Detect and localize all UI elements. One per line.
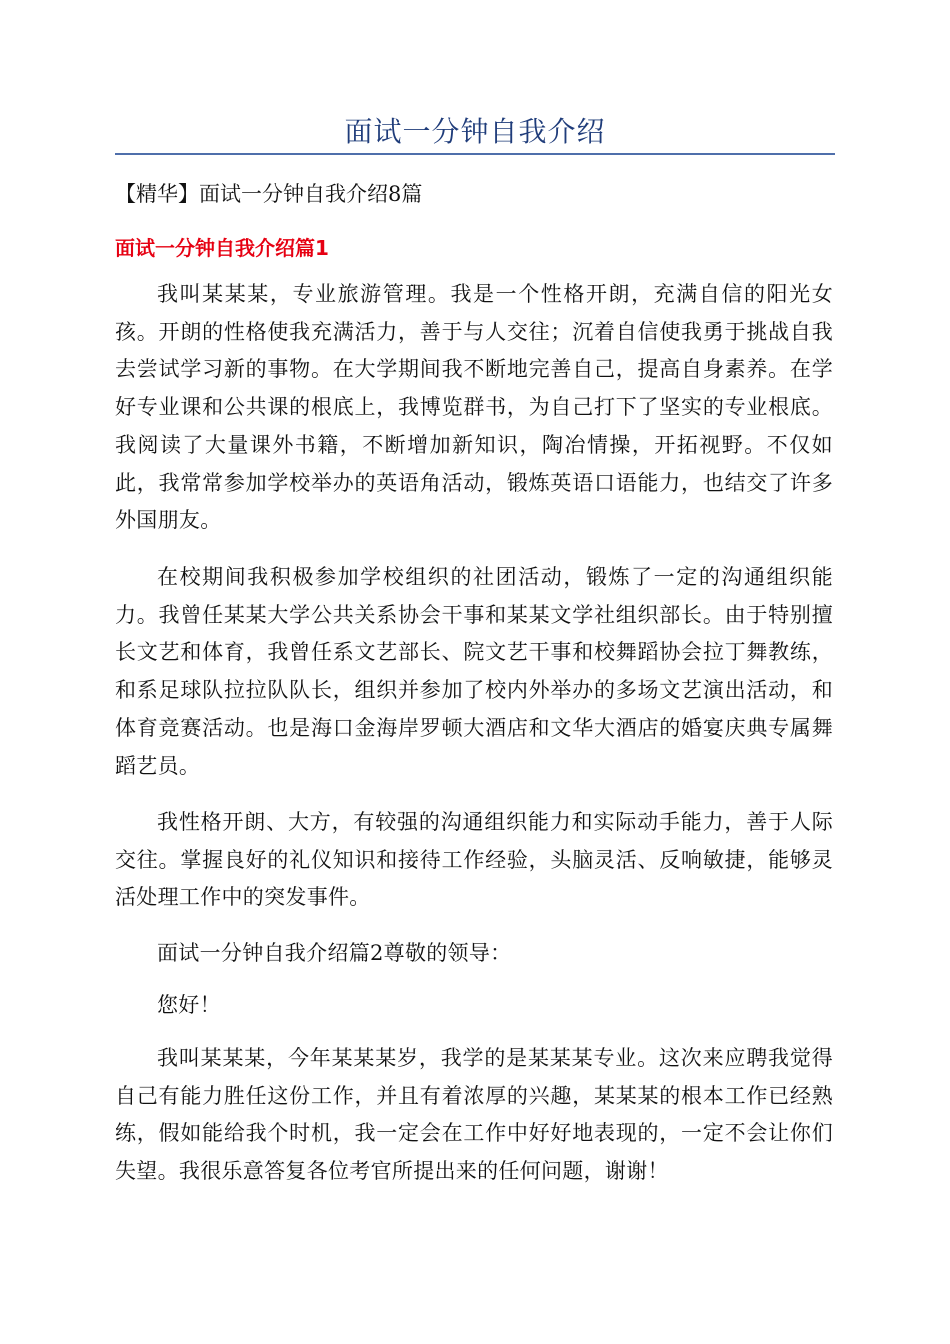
paragraph-6: 我叫某某某，今年某某某岁，我学的是某某某专业。这次来应聘我觉得自己有能力胜任这份工作，并且有着浓厚的兴趣，某某某的根本工作已经熟练，假如能给我个时机，我一定会在工作中好好地表现的，一定不会让你们失望。我很乐意答复各位考官所提出来的任何问题，谢谢！ — [115, 1046, 833, 1184]
paragraph-1: 我叫某某某，专业旅游管理。我是一个性格开朗，充满自信的阳光女孩。开朗的性格使我充满活力，善于与人交往；沉着自信使我勇于挑战自我去尝试学习新的事物。在大学期间我不断地完善自己，提高自身素养。在学好专业课和公共课的根底上，我博览群书，为自己打下了坚实的专业根底。我阅读了大量课外书籍，不断增加新知识，陶冶情操，开拓视野。不仅如此，我常常参加学校举办的英语角活动，锻炼英语口语能力，也结交了许多外国朋友。 — [115, 282, 833, 533]
paragraph-4: 面试一分钟自我介绍篇2尊敬的领导： — [157, 941, 512, 965]
section-heading: 面试一分钟自我介绍篇1 — [115, 236, 329, 260]
document-title: 面试一分钟自我介绍 — [344, 115, 606, 148]
paragraph-3: 我性格开朗、大方，有较强的沟通组织能力和实际动手能力，善于人际交往。掌握良好的礼仪知识和接待工作经验，头脑灵活、反响敏捷，能够灵活处理工作中的突发事件。 — [115, 810, 833, 910]
document-subtitle: 【精华】面试一分钟自我介绍8篇 — [115, 182, 423, 206]
paragraph-5: 您好！ — [157, 993, 221, 1017]
title-underline — [115, 153, 835, 155]
paragraph-2: 在校期间我积极参加学校组织的社团活动，锻炼了一定的沟通组织能力。我曾任某某大学公共关系协会干事和某某文学社组织部长。由于特别擅长文艺和体育，我曾任系文艺部长、院文艺干事和校舞蹈协会拉丁舞教练，和系足球队拉拉队队长，组织并参加了校内外举办的多场文艺演出活动，和体育竞赛活动。也是海口金海岸罗顿大酒店和文华大酒店的婚宴庆典专属舞蹈艺员。 — [115, 565, 833, 778]
